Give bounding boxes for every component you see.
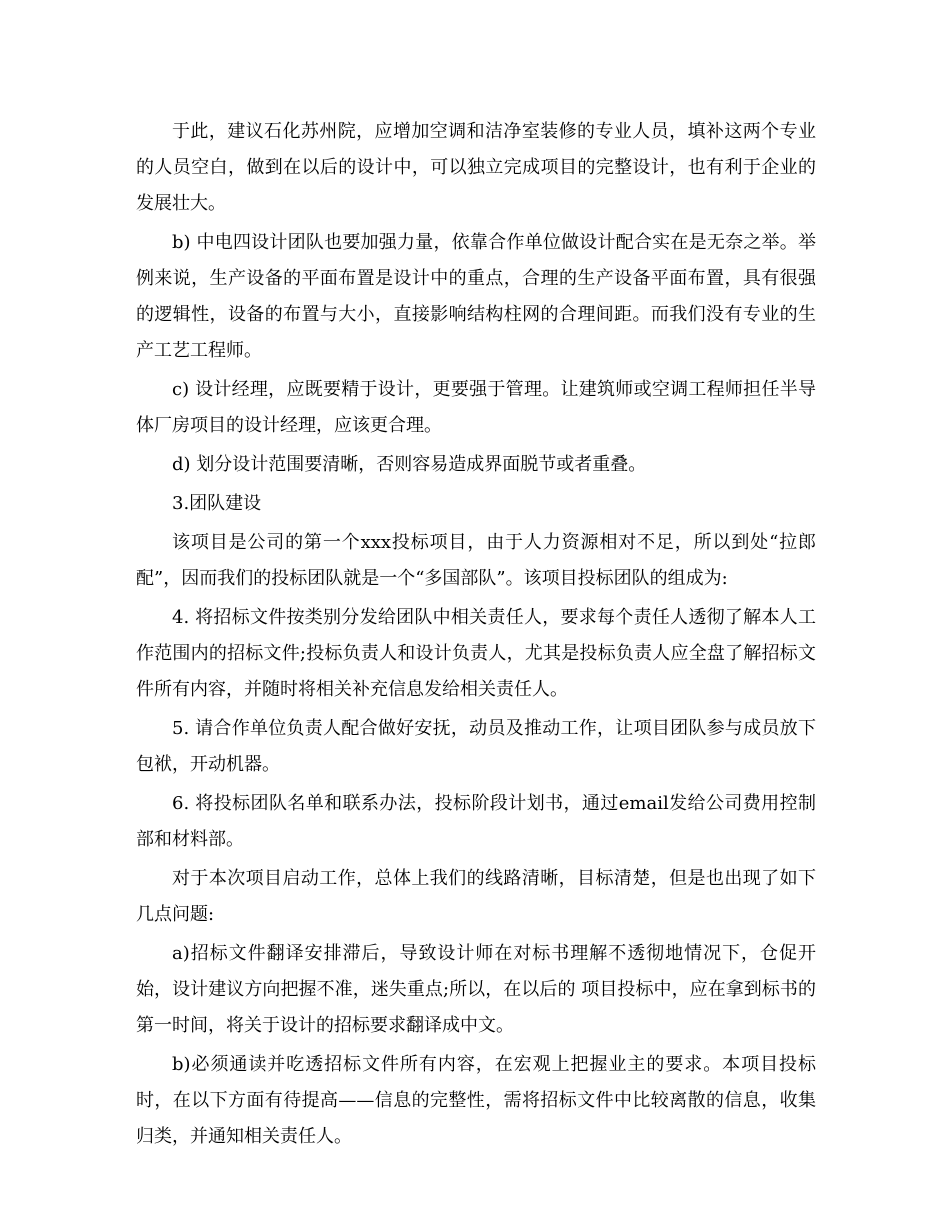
paragraph-11: b)必须通读并吃透招标文件所有内容，在宏观上把握业主的要求。本项目投标时，在以下方面有待提高——信息的完整性，需将招标文件中比较离散的信息，收集归类，并通知相关责任人。	[136, 1054, 816, 1147]
paragraph-3: c) 设计经理，应既要精于设计，更要强于管理。让建筑师或空调工程师担任半导体厂房项目的设计经理，应该更合理。	[136, 379, 816, 436]
paragraph-10: a)招标文件翻译安排滞后，导致设计师在对标书理解不透彻地情况下，仓促开始，设计建议方向把握不准，迷失重点;所以，在以后的 项目投标中，应在拿到标书的第一时间，将关于设计的招标要求翻译成中文。	[136, 943, 816, 1036]
paragraph-5: 该项目是公司的第一个xxx投标项目，由于人力资源相对不足，所以到处“拉郎配”，因而我们的投标团队就是一个“多国部队”。该项目投标团队的组成为:	[136, 532, 816, 589]
paragraph-2: b) 中电四设计团队也要加强力量，依靠合作单位做设计配合实在是无奈之举。举例来说，生产设备的平面布置是设计中的重点，合理的生产设备平面布置，具有很强的逻辑性，设备的布置与大小，直接影响结构柱网的合理间距。而我们没有专业的生产工艺工程师。	[136, 232, 816, 361]
paragraph-6: 4. 将招标文件按类别分发给团队中相关责任人，要求每个责任人透彻了解本人工作范围内的招标文件;投标负责人和设计负责人，尤其是投标负责人应全盘了解招标文件所有内容，并随时将相关补充信息发给相关责任人。	[136, 607, 816, 700]
paragraph-1: 于此，建议石化苏州院，应增加空调和洁净室装修的专业人员，填补这两个专业的人员空白，做到在以后的设计中，可以独立完成项目的完整设计，也有利于企业的发展壮大。	[136, 121, 816, 214]
section-heading: 3.团队建设	[172, 493, 262, 514]
paragraph-8: 6. 将投标团队名单和联系办法，投标阶段计划书，通过email发给公司费用控制部和材料部。	[136, 793, 816, 850]
paragraph-7: 5. 请合作单位负责人配合做好安抚，动员及推动工作，让项目团队参与成员放下包袱，开动机器。	[136, 718, 816, 775]
document-body	[136, 114, 816, 1158]
paragraph-9: 对于本次项目启动工作，总体上我们的线路清晰，目标清楚，但是也出现了如下几点问题:	[136, 868, 816, 925]
paragraph-4: d) 划分设计范围要清晰，否则容易造成界面脱节或者重叠。	[172, 454, 647, 475]
